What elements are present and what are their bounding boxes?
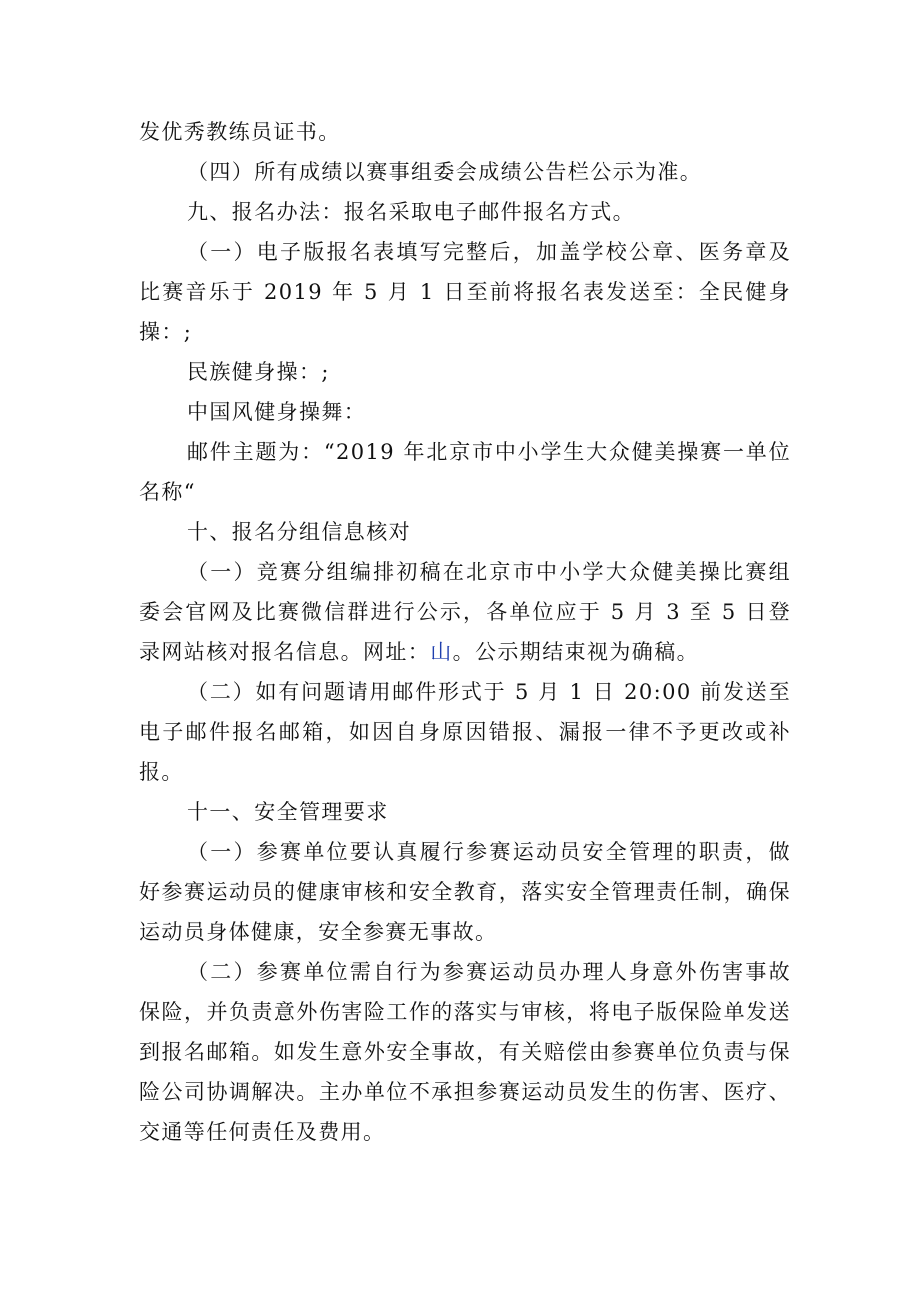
paragraph-accident-insurance: （二）参赛单位需自行为参赛运动员办理人身意外伤害事故保险，并负责意外伤害险工作的落实与审核，将电子版保险单发送到报名邮箱。如发生意外安全事故，有关赔偿由参赛单位负责与保险公司协调解决。主办单位不承担参赛运动员发生的伤害、医疗、交通等任何责任及费用。 [139, 960, 791, 1144]
paragraph-group-publication [139, 552, 791, 672]
paragraph-email-questions: （二）如有问题请用邮件形式于 5 月 1 日 20:00 前发送至电子邮件报名邮箱，如因自身原因错报、漏报一律不予更改或补报。 [139, 680, 791, 784]
group-publication-text-before: （一）竞赛分组编排初稿在北京市中小学大众健美操比赛组委会官网及比赛微信群进行公示，各单位应于 5 月 3 至 5 日登录网站核对报名信息。网址： [139, 560, 791, 664]
paragraph-chinese-style-dance: 中国风健身操舞： [187, 400, 367, 424]
paragraph-registration-form: （一）电子版报名表填写完整后，加盖学校公章、医务章及比赛音乐于 2019 年 5 月 1 日至前将报名表发送至：全民健身操：; [139, 240, 791, 344]
website-link[interactable]: 山 [430, 640, 453, 664]
paragraph-certificate-continuation: 发优秀教练员证书。 [139, 120, 341, 144]
paragraph-results-announcement: （四）所有成绩以赛事组委会成绩公告栏公示为准。 [187, 160, 703, 184]
heading-safety-management: 十一、安全管理要求 [187, 800, 389, 824]
heading-registration-method: 九、报名办法：报名采取电子邮件报名方式。 [187, 200, 635, 224]
heading-group-verification: 十、报名分组信息核对 [187, 520, 411, 544]
paragraph-email-subject: 邮件主题为：“2019 年北京市中小学生大众健美操赛一单位名称“ [139, 440, 791, 504]
paragraph-ethnic-fitness-exercise: 民族健身操：; [187, 360, 330, 384]
paragraph-safety-responsibility: （一）参赛单位要认真履行参赛运动员安全管理的职责，做好参赛运动员的健康审核和安全教育，落实安全管理责任制，确保运动员身体健康，安全参赛无事故。 [139, 840, 791, 944]
group-publication-text-after: 。公示期结束视为确稿。 [452, 640, 700, 664]
document-body [139, 112, 791, 1152]
